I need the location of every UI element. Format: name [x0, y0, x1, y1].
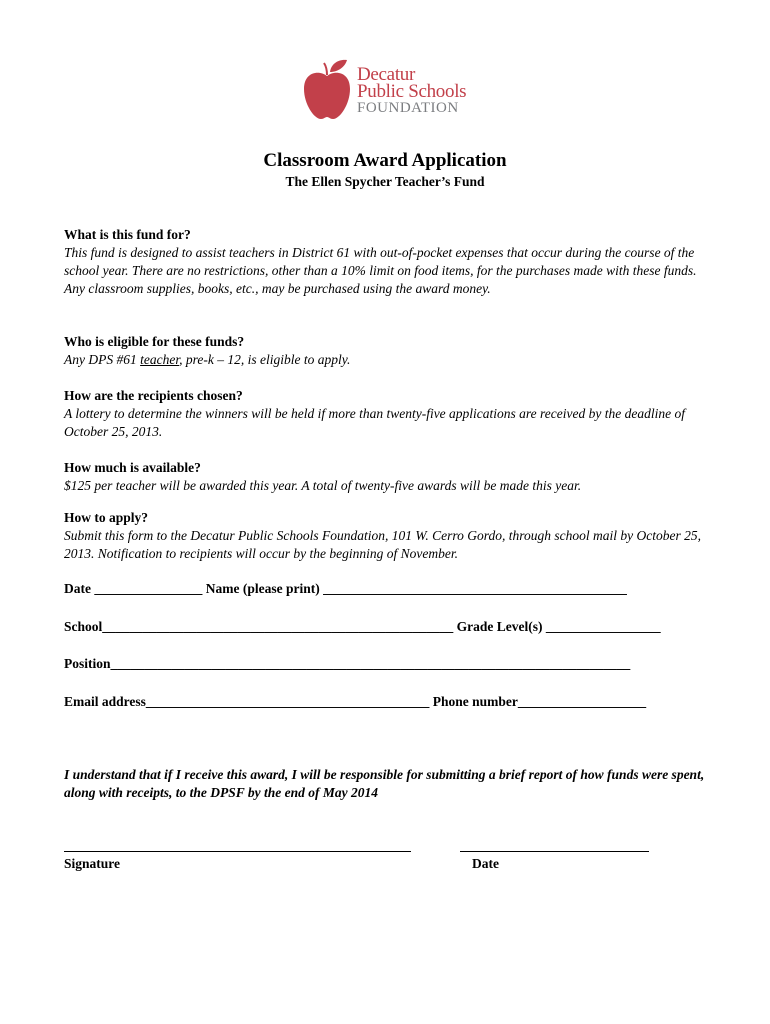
section-how-to-apply [64, 509, 714, 563]
answer-text [64, 351, 714, 369]
form-row-position [64, 656, 630, 672]
answer-underlined-teacher: teacher [140, 352, 180, 367]
section-amount [64, 459, 714, 495]
phone-label: Phone number [432, 694, 518, 709]
question-heading: Who is eligible for these funds? [64, 334, 245, 349]
date-label: Date [64, 581, 91, 596]
answer-text: This fund is designed to assist teachers in District 61 with out-of-pocket expenses that occur during the course of the school year. There are no restrictions, other than a 10% limit on food items, for the purchases made with these funds. Any classroom supplies, books, etc., may be purchased using the award money. [64, 245, 697, 296]
apple-icon [300, 58, 356, 122]
grade-label: Grade Level(s) [456, 619, 543, 634]
answer-text-pre: Any DPS #61 [64, 352, 141, 367]
date-field[interactable]: ________________ [94, 581, 203, 596]
apple-stem-icon [324, 63, 327, 75]
signature-label: Signature [64, 856, 121, 871]
foundation-logo [300, 58, 480, 122]
section-recipients [64, 387, 714, 441]
section-fund-purpose [64, 226, 714, 298]
form-row-date-name [64, 581, 627, 597]
name-label: Name (please print) [205, 581, 320, 596]
question-heading: How to apply? [64, 510, 149, 525]
apple-leaf-icon [330, 60, 347, 72]
logo-wordmark [357, 66, 466, 117]
question-heading: How are the recipients chosen? [64, 388, 243, 403]
name-field[interactable]: _____________________________________________ [323, 581, 627, 596]
answer-text-post: , pre-k – 12, is eligible to apply. [179, 352, 351, 367]
form-row-school-grade [64, 619, 661, 635]
position-label: Position [64, 656, 111, 671]
form-row-email-phone [64, 694, 646, 710]
agreement-statement: I understand that if I receive this award, I will be responsible for submitting a brief report of how funds were spent, along with receipts, to the DPSF by the end of May 2014 [64, 767, 705, 800]
email-field[interactable]: __________________________________________ [145, 694, 430, 709]
signature-date-line[interactable] [460, 851, 649, 852]
section-eligibility [64, 333, 714, 369]
answer-text: $125 per teacher will be awarded this year. A total of twenty-five awards will be made this year. [64, 478, 582, 493]
position-field[interactable]: _____________________________________________________________________________ [110, 656, 631, 671]
phone-field[interactable]: ___________________ [517, 694, 647, 709]
school-label: School [64, 619, 103, 634]
page-subtitle: The Ellen Spycher Teacher’s Fund [285, 174, 485, 189]
signature-line[interactable] [64, 851, 411, 852]
logo-line-2: Public Schools [357, 81, 467, 102]
page-title: Classroom Award Application [263, 150, 507, 171]
logo-line-1: Decatur [357, 64, 416, 85]
question-heading: How much is available? [64, 460, 201, 475]
email-label: Email address [64, 694, 146, 709]
apple-body-icon [304, 73, 350, 119]
signature-date-label: Date [472, 856, 499, 871]
logo-line-3: FOUNDATION [357, 100, 459, 116]
question-heading: What is this fund for? [64, 227, 191, 242]
grade-field[interactable]: _________________ [545, 619, 661, 634]
answer-text: Submit this form to the Decatur Public Schools Foundation, 101 W. Cerro Gordo, through school mail by October 25, 2013. Notification to recipients will occur by the beginning of November. [64, 528, 701, 561]
answer-text: A lottery to determine the winners will be held if more than twenty-five applications are received by the deadline of October 25, 2013. [64, 406, 685, 439]
school-field[interactable]: ____________________________________________________ [102, 619, 454, 634]
